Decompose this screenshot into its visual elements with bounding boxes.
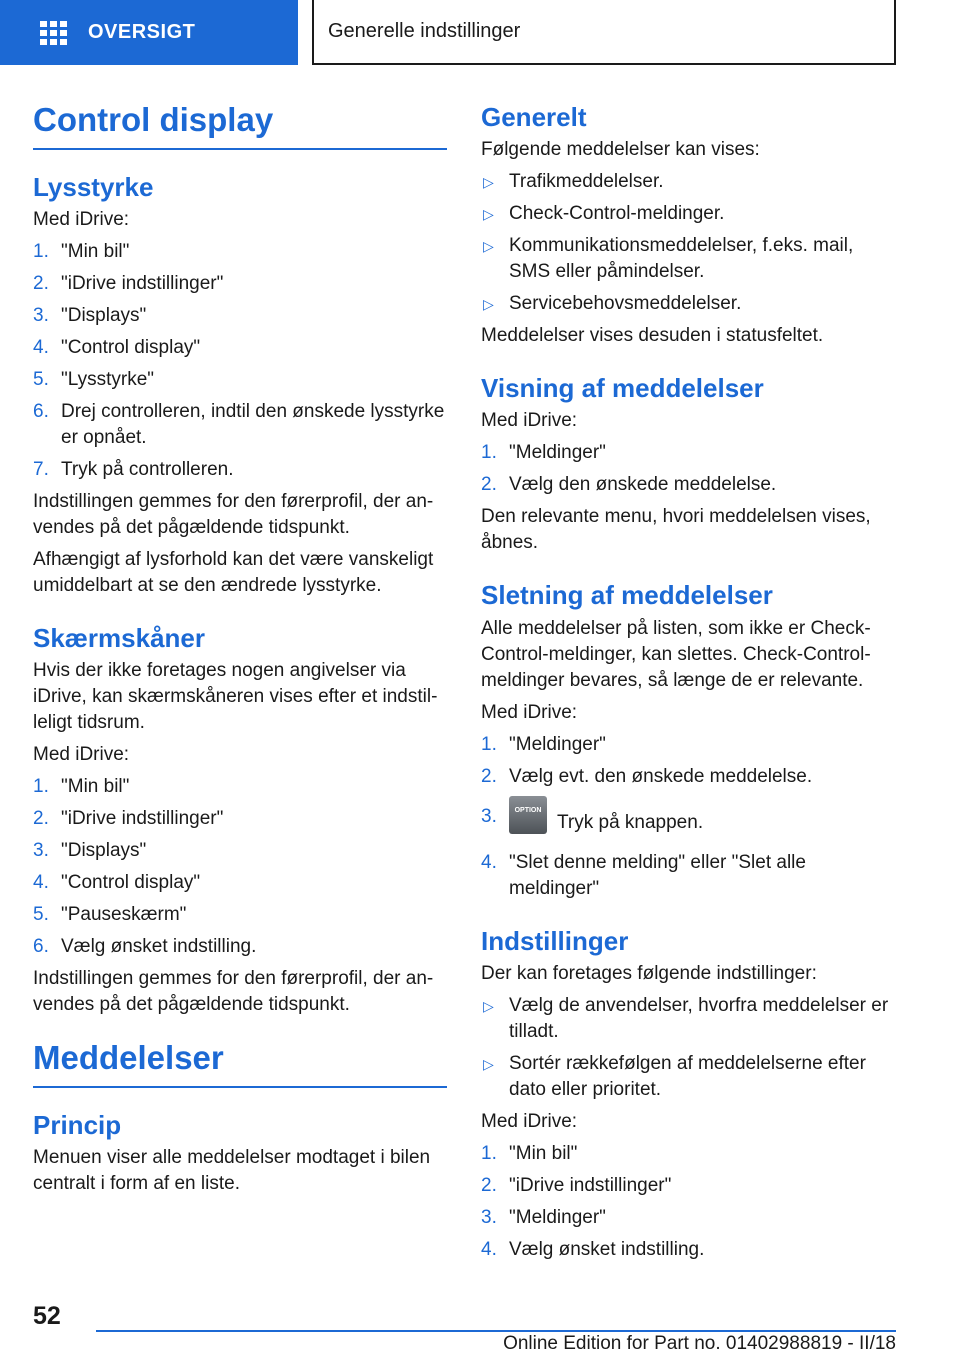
step-number: 6. bbox=[33, 935, 49, 957]
overview-tab[interactable] bbox=[0, 0, 298, 65]
step-text: "Min bil" bbox=[61, 775, 130, 797]
step-text: Drej controlleren, indtil den ønskede lysstyrke er opnået. bbox=[61, 400, 445, 448]
steps-indstillinger bbox=[481, 1141, 895, 1263]
paragraph: Med iDrive: bbox=[481, 410, 578, 432]
step-text: Vælg ønsket indstilling. bbox=[61, 935, 257, 957]
list-item bbox=[33, 239, 447, 265]
section-title: Generelle indstillinger bbox=[328, 20, 521, 42]
step-number: 1. bbox=[481, 733, 497, 755]
list-item bbox=[33, 806, 447, 832]
step-number: 1. bbox=[481, 1142, 497, 1164]
list-item bbox=[481, 440, 895, 466]
step-number: 2. bbox=[33, 807, 49, 829]
step-text: "iDrive indstillinger" bbox=[61, 272, 224, 294]
step-number: 7. bbox=[33, 458, 49, 480]
list-item bbox=[33, 303, 447, 329]
steps-lysstyrke bbox=[33, 239, 447, 483]
list-item bbox=[33, 902, 447, 928]
list-item bbox=[481, 1173, 895, 1199]
step-text: "Control display" bbox=[61, 871, 201, 893]
list-item bbox=[33, 774, 447, 800]
step-text: "Meldinger" bbox=[509, 733, 606, 755]
bullet-text: Trafikmeddelelser. bbox=[509, 171, 664, 193]
bullets-indstillinger bbox=[481, 993, 895, 1103]
step-number: 3. bbox=[481, 1206, 497, 1228]
paragraph: Hvis der ikke foretages nogen angivelser via iDrive, kan skærmskåneren vises efter et indstil- leligt tidsrum. bbox=[33, 659, 438, 733]
step-number: 2. bbox=[481, 765, 497, 787]
step-text: "Displays" bbox=[61, 839, 147, 861]
list-item bbox=[481, 1051, 895, 1103]
list-item bbox=[481, 732, 895, 758]
step-number: 5. bbox=[33, 368, 49, 390]
list-item bbox=[481, 233, 895, 285]
heading-visning: Visning af meddelelser bbox=[481, 373, 764, 404]
paragraph: Med iDrive: bbox=[33, 208, 130, 230]
step-text: "Lysstyrke" bbox=[61, 368, 155, 390]
list-item bbox=[481, 291, 895, 317]
step-number: 3. bbox=[481, 805, 497, 827]
step-number: 4. bbox=[481, 851, 497, 873]
paragraph: Afhængigt af lysforhold kan det være vanskeligt umiddelbart at se den ændrede lysstyrke. bbox=[33, 548, 434, 596]
paragraph: Indstillingen gemmes for den førerprofil, der an- vendes på det pågældende tidspunkt. bbox=[33, 490, 434, 538]
step-text: Tryk på knappen. bbox=[557, 811, 704, 833]
list-item bbox=[33, 271, 447, 297]
step-text: "Pauseskærm" bbox=[61, 903, 187, 925]
bullet-text: Vælg de anvendelser, hvorfra meddelelser er tilladt. bbox=[509, 994, 889, 1042]
paragraph: Indstillingen gemmes for den førerprofil, der an- vendes på det pågældende tidspunkt. bbox=[33, 967, 434, 1015]
step-text: "Min bil" bbox=[61, 240, 130, 262]
bullet-text: Sortér rækkefølgen af meddelelserne efter dato eller prioritet. bbox=[509, 1052, 866, 1100]
list-item bbox=[33, 934, 447, 960]
step-number: 2. bbox=[33, 272, 49, 294]
list-item bbox=[481, 201, 895, 227]
bullet-text: Servicebehovsmeddelelser. bbox=[509, 293, 742, 315]
list-item bbox=[33, 399, 447, 451]
step-number: 2. bbox=[481, 1174, 497, 1196]
heading-sletning: Sletning af meddelelser bbox=[481, 580, 773, 611]
step-text: Tryk på controlleren. bbox=[61, 458, 234, 480]
step-number: 6. bbox=[33, 400, 49, 422]
paragraph: Med iDrive: bbox=[33, 743, 130, 765]
steps-sletning bbox=[481, 732, 895, 902]
step-number: 1. bbox=[481, 442, 497, 464]
step-number: 4. bbox=[481, 1238, 497, 1260]
footer-divider bbox=[96, 1330, 896, 1332]
step-text: "Control display" bbox=[61, 336, 201, 358]
list-item bbox=[33, 870, 447, 896]
triangle-bullet-icon: ▷ bbox=[483, 174, 494, 191]
step-number: 3. bbox=[33, 839, 49, 861]
step-text: "iDrive indstillinger" bbox=[61, 807, 224, 829]
triangle-bullet-icon: ▷ bbox=[483, 238, 494, 255]
steps-skaermskaaner bbox=[33, 774, 447, 960]
paragraph: Menuen viser alle meddelelser modtaget i bilen centralt i form af en liste. bbox=[33, 1146, 431, 1194]
list-item bbox=[481, 1205, 895, 1231]
paragraph: Med iDrive: bbox=[481, 1110, 578, 1132]
list-item bbox=[481, 850, 895, 902]
step-text: Vælg ønsket indstilling. bbox=[509, 1238, 705, 1260]
step-text: "iDrive indstillinger" bbox=[509, 1174, 672, 1196]
step-number: 3. bbox=[33, 304, 49, 326]
heading-generelt: Generelt bbox=[481, 102, 587, 132]
paragraph: Følgende meddelelser kan vises: bbox=[481, 139, 760, 161]
list-item bbox=[481, 804, 895, 842]
list-item bbox=[481, 169, 895, 195]
step-text: "Meldinger" bbox=[509, 1206, 606, 1228]
paragraph: Den relevante menu, hvori meddelelsen vises, åbnes. bbox=[481, 506, 871, 554]
heading-skaermskaaner: Skærmskåner bbox=[33, 622, 205, 653]
step-text: Vælg den ønskede meddelelse. bbox=[509, 474, 777, 496]
paragraph: Med iDrive: bbox=[481, 701, 578, 723]
heading-lysstyrke: Lysstyrke bbox=[33, 171, 154, 202]
step-text: "Slet denne melding" eller "Slet alle meldinger" bbox=[509, 851, 806, 899]
triangle-bullet-icon: ▷ bbox=[483, 997, 494, 1014]
list-item bbox=[481, 1237, 895, 1263]
triangle-bullet-icon: ▷ bbox=[483, 206, 494, 223]
step-number: 4. bbox=[33, 336, 49, 358]
chapter-title-control-display: Control display bbox=[33, 100, 447, 150]
step-text: "Displays" bbox=[61, 304, 147, 326]
heading-indstillinger: Indstillinger bbox=[481, 925, 629, 956]
left-column bbox=[33, 100, 447, 1203]
bullet-text: Kommunikationsmeddelelser, f.eks. mail, SMS eller påmindelser. bbox=[509, 235, 854, 283]
overview-tab-label: OVERSIGT bbox=[88, 21, 196, 43]
page-number: 52 bbox=[33, 1302, 61, 1330]
step-text: "Min bil" bbox=[509, 1142, 578, 1164]
option-button-icon: OPTION bbox=[509, 796, 547, 834]
bullet-text: Check-Control-meldinger. bbox=[509, 203, 725, 225]
list-item bbox=[481, 472, 895, 498]
step-number: 4. bbox=[33, 871, 49, 893]
right-column bbox=[481, 102, 895, 1269]
chapter-title-meddelelser: Meddelelser bbox=[33, 1038, 447, 1088]
step-number: 1. bbox=[33, 240, 49, 262]
list-item bbox=[33, 367, 447, 393]
bullets-generelt bbox=[481, 169, 895, 317]
paragraph: Meddelelser vises desuden i statusfeltet. bbox=[481, 325, 824, 347]
paragraph: Alle meddelelser på listen, som ikke er Check- Control-meldinger, kan slettes. Check-Control- meldinger bevares, så længe de er relevante. bbox=[481, 617, 871, 691]
grid-menu-icon bbox=[40, 21, 68, 45]
list-item bbox=[481, 764, 895, 790]
step-number: 5. bbox=[33, 903, 49, 925]
step-text: "Meldinger" bbox=[509, 442, 606, 464]
step-text: Vælg evt. den ønskede meddelelse. bbox=[509, 765, 813, 787]
heading-princip: Princip bbox=[33, 1109, 122, 1140]
steps-visning bbox=[481, 440, 895, 498]
edition-text: Online Edition for Part no. 01402988819 - II/18 bbox=[503, 1333, 896, 1354]
list-item bbox=[481, 993, 895, 1045]
list-item bbox=[33, 838, 447, 864]
paragraph: Der kan foretages følgende indstillinger: bbox=[481, 962, 817, 984]
list-item bbox=[33, 457, 447, 483]
list-item bbox=[481, 1141, 895, 1167]
step-number: 1. bbox=[33, 775, 49, 797]
triangle-bullet-icon: ▷ bbox=[483, 296, 494, 313]
list-item bbox=[33, 335, 447, 361]
section-header bbox=[312, 0, 896, 65]
triangle-bullet-icon: ▷ bbox=[483, 1055, 494, 1072]
step-number: 2. bbox=[481, 474, 497, 496]
